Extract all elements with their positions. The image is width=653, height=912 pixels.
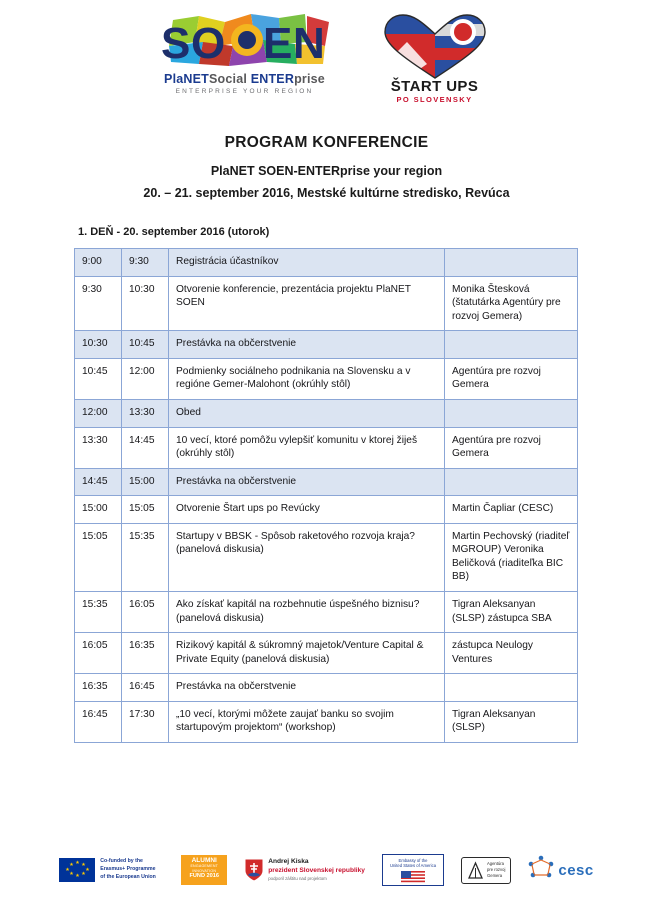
- session-speaker: Agentúra pre rozvoj Gemera: [445, 358, 578, 399]
- startups-title: ŠTART UPS: [390, 78, 479, 95]
- session-start-time: 12:00: [75, 399, 122, 427]
- eu-funding-text: [100, 858, 164, 881]
- document-titles: [0, 134, 653, 200]
- session-description: Podmienky sociálneho podnikania na Slovensku a v regióne Gemer-Malohont (okrúhly stôl): [169, 358, 445, 399]
- svg-text:S: S: [160, 19, 190, 68]
- session-end-time: 16:35: [122, 633, 169, 674]
- cesc-logo: [528, 855, 593, 886]
- program-table-wrap: [0, 248, 653, 743]
- session-description: Rizikový kapitál & súkromný majetok/Venture Capital & Private Equity (panelová diskusia): [169, 633, 445, 674]
- subtitle-project: PlaNET SOEN-ENTERprise your region: [210, 164, 443, 178]
- day-heading: 1. DEŇ - 20. september 2016 (utorok): [78, 226, 270, 238]
- president-note: podporil záštitu nad projektom: [268, 875, 327, 881]
- session-speaker: Martin Pechovský (riaditeľ MGROUP) Veronika Beličková (riaditeľka BIC BB): [445, 523, 578, 591]
- session-description: Ako získať kapitál na rozbehnutie úspešného biznisu? (panelová diskusia): [169, 592, 445, 633]
- cesc-wordmark: cesc: [558, 861, 594, 879]
- session-start-time: 13:30: [75, 427, 122, 468]
- session-end-time: 10:45: [122, 331, 169, 359]
- session-description: Obed: [169, 399, 445, 427]
- logo-header: [0, 0, 653, 112]
- eu-funding-line2: Erasmus+ Programme: [100, 866, 156, 873]
- cesc-mark-icon: [528, 855, 554, 886]
- svg-text:E: E: [262, 19, 292, 68]
- soen-subtitle-social: Social: [209, 72, 251, 86]
- agentura-line3: Gemera: [486, 872, 503, 878]
- soen-tagline: ENTERPRISE YOUR REGION: [175, 88, 314, 95]
- session-speaker: [445, 331, 578, 359]
- session-end-time: 16:45: [122, 674, 169, 702]
- session-start-time: 9:00: [75, 249, 122, 277]
- us-embassy-line1: Embassy of the: [398, 858, 428, 863]
- table-row: [75, 701, 578, 742]
- session-speaker: [445, 674, 578, 702]
- table-row: [75, 633, 578, 674]
- session-speaker: Agentúra pre rozvoj Gemera: [445, 427, 578, 468]
- session-speaker: zástupca Neulogy Ventures: [445, 633, 578, 674]
- table-row: [75, 468, 578, 496]
- startups-subtitle: PO SLOVENSKY: [396, 95, 473, 104]
- table-row: [75, 358, 578, 399]
- session-start-time: 15:35: [75, 592, 122, 633]
- session-description: Otvorenie Štart ups po Revúcky: [169, 496, 445, 524]
- alumni-fund: FUND 2016: [189, 872, 219, 879]
- session-start-time: 15:05: [75, 523, 122, 591]
- session-start-time: 16:45: [75, 701, 122, 742]
- session-end-time: 15:35: [122, 523, 169, 591]
- table-row: [75, 249, 578, 277]
- session-speaker: [445, 249, 578, 277]
- session-end-time: 17:30: [122, 701, 169, 742]
- session-speaker: [445, 399, 578, 427]
- session-description: Prestávka na občerstvenie: [169, 674, 445, 702]
- session-description: Otvorenie konferencie, prezentácia projektu PlaNET SOEN: [169, 276, 445, 331]
- session-start-time: 14:45: [75, 468, 122, 496]
- slovak-coat-of-arms-icon: [244, 858, 264, 882]
- session-speaker: Monika Štesková (štatutárka Agentúry pre rozvoj Gemera): [445, 276, 578, 331]
- session-start-time: 16:05: [75, 633, 122, 674]
- soen-subtitle-prise: prise: [294, 72, 325, 86]
- startups-logo: [371, 12, 499, 104]
- session-end-time: 15:05: [122, 496, 169, 524]
- startups-heart-graphic: [371, 12, 499, 80]
- svg-text:N: N: [292, 19, 325, 68]
- session-description: 10 vecí, ktoré pomôžu vylepšiť komunitu v ktorej žiješ (okrúhly stôl): [169, 427, 445, 468]
- table-row: [75, 331, 578, 359]
- session-speaker: Martin Čapliar (CESC): [445, 496, 578, 524]
- session-description: Prestávka na občerstvenie: [169, 468, 445, 496]
- soen-logo: [155, 12, 335, 95]
- session-end-time: 15:00: [122, 468, 169, 496]
- table-row: [75, 496, 578, 524]
- us-embassy-logo: [382, 854, 444, 886]
- session-start-time: 15:00: [75, 496, 122, 524]
- session-start-time: 9:30: [75, 276, 122, 331]
- session-description: Registrácia účastníkov: [169, 249, 445, 277]
- session-end-time: 16:05: [122, 592, 169, 633]
- session-start-time: 10:45: [75, 358, 122, 399]
- agentura-line2: pre rozvoj: [486, 867, 506, 873]
- president-text: [268, 858, 365, 882]
- us-flag-icon: [401, 871, 425, 884]
- footer-logos: [0, 854, 653, 886]
- agentura-gemera-logo: [461, 857, 511, 884]
- page-title: PROGRAM KONFERENCIE: [224, 134, 429, 151]
- eu-funding-line1: Co-funded by the: [100, 858, 143, 865]
- session-end-time: 13:30: [122, 399, 169, 427]
- session-end-time: 10:30: [122, 276, 169, 331]
- table-row: [75, 523, 578, 591]
- agentura-mark-icon: [467, 861, 484, 880]
- session-end-time: 14:45: [122, 427, 169, 468]
- president-patronage-logo: [244, 858, 365, 882]
- president-role: prezident Slovenskej republiky: [268, 867, 365, 875]
- table-row: [75, 399, 578, 427]
- table-row: [75, 276, 578, 331]
- agentura-text: [487, 861, 505, 879]
- alumni-small: ENGAGEMENT INNOVATION: [190, 864, 219, 873]
- session-start-time: 10:30: [75, 331, 122, 359]
- program-table: [74, 248, 578, 743]
- subtitle-date-venue: 20. – 21. september 2016, Mestské kultúrne stredisko, Revúca: [143, 186, 510, 200]
- session-end-time: 12:00: [122, 358, 169, 399]
- session-description: Startupy v BBSK - Spôsob raketového rozvoja kraja? (panelová diskusia): [169, 523, 445, 591]
- soen-subtitle-enter: ENTER: [250, 72, 295, 86]
- table-row: [75, 427, 578, 468]
- soen-wordmark-graphic: [155, 12, 335, 74]
- session-description: „10 vecí, ktorými môžete zaujať banku so svojim startupovým projektom“ (workshop): [169, 701, 445, 742]
- session-speaker: [445, 468, 578, 496]
- session-speaker: Tigran Aleksanyan (SLSP) zástupca SBA: [445, 592, 578, 633]
- svg-text:O: O: [190, 19, 225, 68]
- alumni-fund-logo: [181, 855, 227, 885]
- eu-erasmus-logo: [59, 858, 164, 882]
- session-speaker: Tigran Aleksanyan (SLSP): [445, 701, 578, 742]
- session-description: Prestávka na občerstvenie: [169, 331, 445, 359]
- alumni-word: ALUMNI: [191, 857, 217, 864]
- eu-flag-icon: ★ ★ ★ ★ ★ ★ ★ ★: [59, 858, 95, 882]
- president-name: Andrej Kiska: [268, 858, 309, 866]
- table-row: [75, 592, 578, 633]
- us-embassy-line2: United States of America: [389, 863, 437, 869]
- agentura-line1: Agentúra: [486, 861, 504, 867]
- soen-subtitle: [155, 72, 335, 86]
- table-row: [75, 674, 578, 702]
- session-start-time: 16:35: [75, 674, 122, 702]
- eu-funding-line3: of the European Union: [100, 873, 156, 880]
- soen-subtitle-planet: PlaNET: [164, 72, 209, 86]
- session-end-time: 9:30: [122, 249, 169, 277]
